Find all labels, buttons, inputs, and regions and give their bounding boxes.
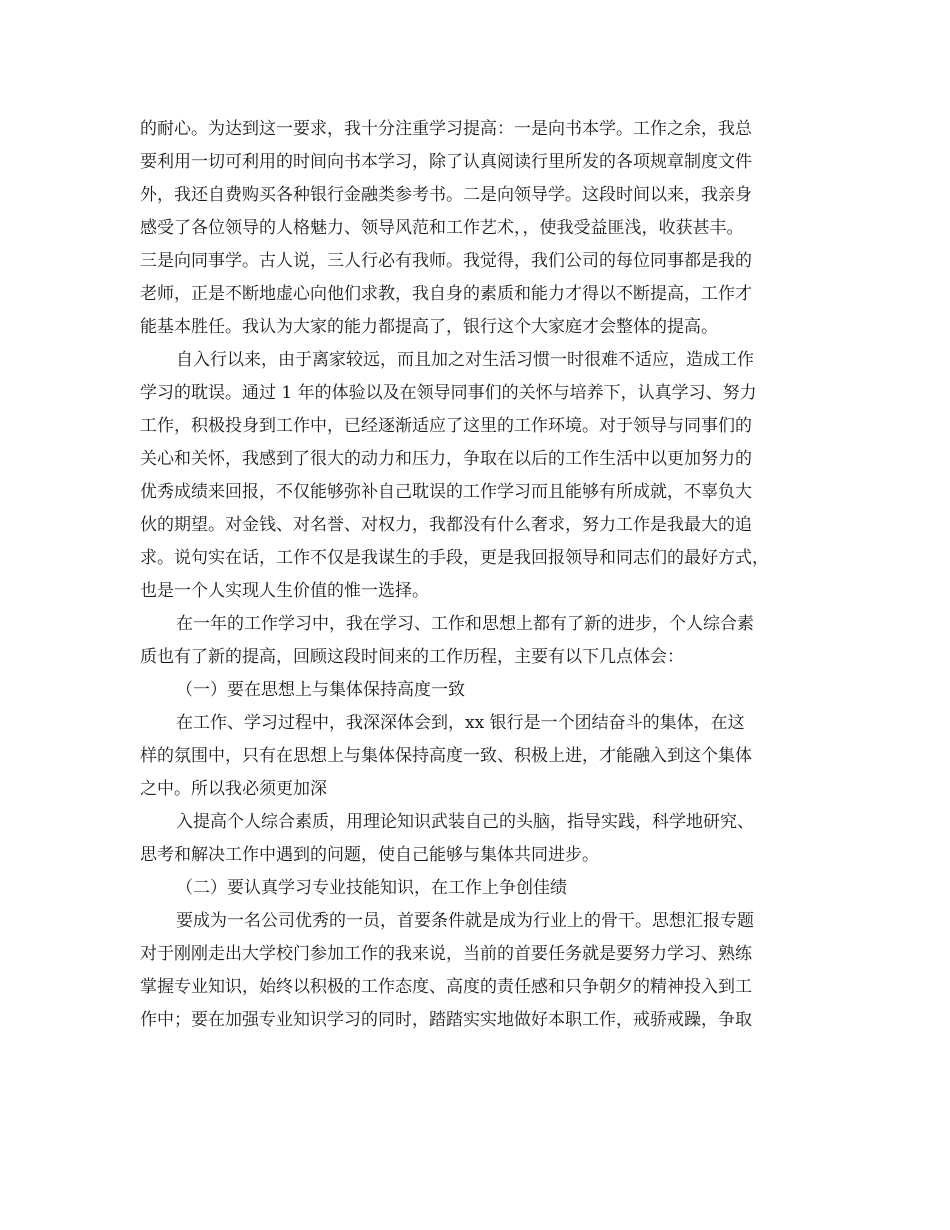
text-line: 感受了各位领导的人格魅力、领导风范和工作艺术，，使我受益匪浅，收获甚丰。 bbox=[140, 218, 744, 238]
text-line: 求。说句实在话，工作不仅是我谋生的手段，更是我回报领导和同志们的最好方式， bbox=[140, 548, 769, 568]
text-line: 学习的耽误。通过 1 年的体验以及在领导同事们的关怀与培养下，认真学习、努力 bbox=[140, 383, 757, 403]
text-line: 要利用一切可利用的时间向书本学习，除了认真阅读行里所发的各项规章制度文件 bbox=[140, 152, 752, 172]
text-line: 在一年的工作学习中，我在学习、工作和思想上都有了新的进步，个人综合素 bbox=[176, 614, 754, 634]
text-line: 作中；要在加强专业知识学习的同时，踏踏实实地做好本职工作，戒骄戒躁，争取 bbox=[140, 1010, 752, 1030]
text-line: 三是向同事学。古人说，三人行必有我师。我觉得，我们公司的每位同事都是我的 bbox=[140, 251, 752, 271]
text-line: 思考和解决工作中遇到的问题，使自己能够与集体共同进步。 bbox=[140, 845, 599, 865]
text-line: 质也有了新的提高，回顾这段时间来的工作历程，主要有以下几点体会： bbox=[140, 647, 684, 667]
text-line: 优秀成绩来回报，不仅能够弥补自己耽误的工作学习而且能够有所成就，不辜负大 bbox=[140, 482, 752, 502]
text-line: 的耐心。为达到这一要求，我十分注重学习提高：一是向书本学。工作之余，我总 bbox=[140, 119, 752, 139]
text-line: 关心和关怀，我感到了很大的动力和压力，争取在以后的工作生活中以更加努力的 bbox=[140, 449, 752, 469]
text-line: （二）要认真学习专业技能知识，在工作上争创佳绩 bbox=[176, 878, 567, 898]
text-line: 之中。所以我必须更加深 bbox=[140, 779, 327, 799]
text-line: 要成为一名公司优秀的一员，首要条件就是成为行业上的骨干。思想汇报专题 bbox=[176, 911, 754, 931]
text-line: 在工作、学习过程中，我深深体会到，xx 银行是一个团结奋斗的集体，在这 bbox=[176, 713, 745, 733]
text-line: 掌握专业知识，始终以积极的工作态度、高度的责任感和只争朝夕的精神投入到工 bbox=[140, 977, 752, 997]
text-line: （一）要在思想上与集体保持高度一致 bbox=[176, 680, 465, 700]
text-line: 自入行以来，由于离家较远，而且加之对生活习惯一时很难不适应，造成工作 bbox=[176, 350, 754, 370]
text-line: 入提高个人综合素质，用理论知识武装自己的头脑，指导实践，科学地研究、 bbox=[176, 812, 754, 832]
text-line: 能基本胜任。我认为大家的能力都提高了，银行这个大家庭才会整体的提高。 bbox=[140, 317, 718, 337]
text-line: 老师，正是不断地虚心向他们求教，我自身的素质和能力才得以不断提高，工作才 bbox=[140, 284, 752, 304]
text-line: 样的氛围中，只有在思想上与集体保持高度一致、积极上进，才能融入到这个集体 bbox=[140, 746, 752, 766]
text-line: 工作，积极投身到工作中，已经逐渐适应了这里的工作环境。对于领导与同事们的 bbox=[140, 416, 752, 436]
text-line: 对于刚刚走出大学校门参加工作的我来说，当前的首要任务就是要努力学习、熟练 bbox=[140, 944, 752, 964]
text-line: 伙的期望。对金钱、对名誉、对权力，我都没有什么奢求，努力工作是我最大的追 bbox=[140, 515, 752, 535]
text-line: 外，我还自费购买各种银行金融类参考书。二是向领导学。这段时间以来，我亲身 bbox=[140, 185, 752, 205]
document-body bbox=[140, 113, 820, 1037]
text-line: 也是一个人实现人生价值的惟一选择。 bbox=[140, 581, 429, 601]
